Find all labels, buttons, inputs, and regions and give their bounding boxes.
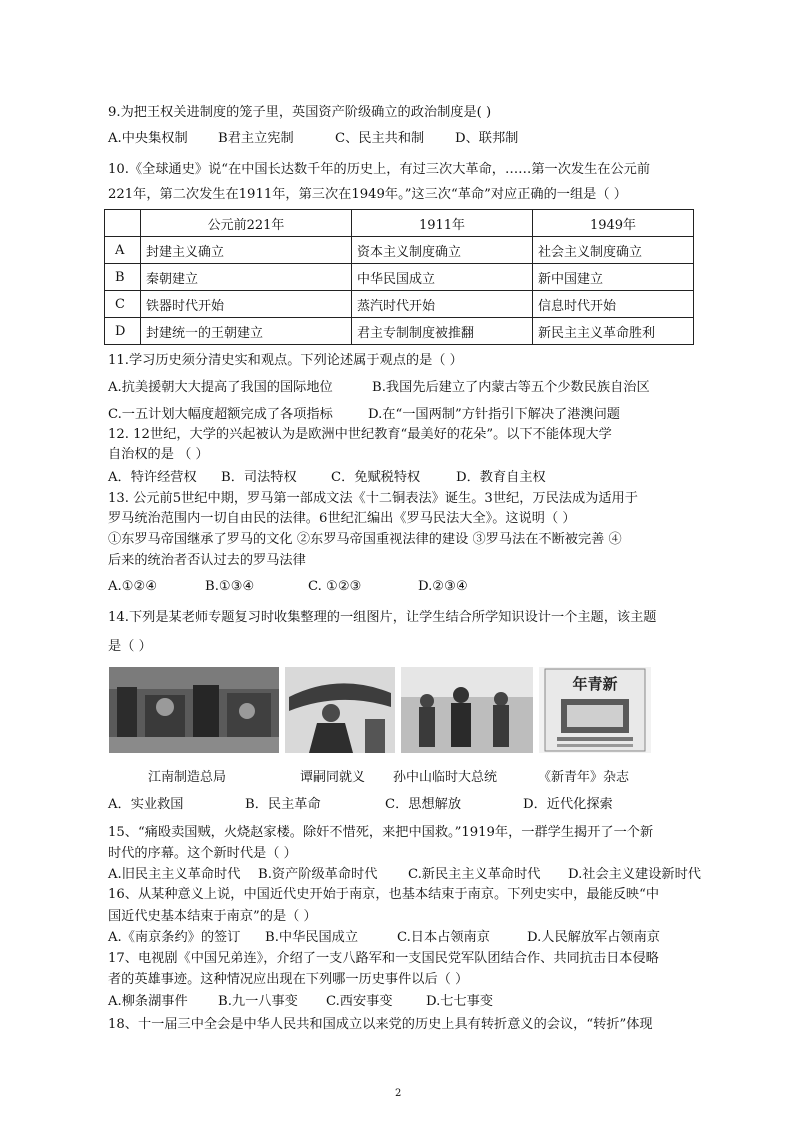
- table-cell: 铁器时代开始: [141, 291, 352, 318]
- q14-stem-line1: 14.下列是某老师专题复习时收集整理的一组图片，让学生结合所学知识设计一个主题，该主题: [108, 610, 657, 625]
- q14-option-b: B．民主革命: [245, 797, 321, 812]
- q12-option-a: A．特许经营权: [108, 470, 197, 485]
- q9-options: [108, 130, 518, 148]
- q14-option-a: A．实业救国: [108, 797, 184, 812]
- q9-option-d: D、联邦制: [455, 131, 519, 146]
- table-row: [105, 318, 694, 345]
- q13-stem-line2: 罗马统治范围内一切自由民的法律。6世纪汇编出《罗马民法大全》。这说明（ ）: [108, 511, 576, 526]
- q10-stem-line2: 221年，第二次发生在1911年，第三次在1949年。”这三次“革命”对应正确的一组是（ ）: [108, 187, 627, 202]
- table-cell: 社会主义制度确立: [533, 237, 694, 264]
- new-youth-magazine-photo: [539, 667, 651, 753]
- q17-option-b: B.九一八事变: [218, 994, 298, 1009]
- q15-stem-line1: 15、“痛殴卖国贼，火烧赵家楼。除奸不惜死，来把中国救。”1919年，一群学生揭开了一个新: [108, 825, 654, 840]
- q15-option-b: B.资产阶级革命时代: [258, 867, 378, 882]
- q15-option-a: A.旧民主主义革命时代: [108, 867, 241, 882]
- q15-option-d: D.社会主义建设新时代: [568, 867, 701, 882]
- table-cell: 君主专制制度被推翻: [352, 318, 533, 345]
- table-cell: C: [105, 291, 141, 318]
- q14-option-d: D．近代化探索: [523, 797, 613, 812]
- q12-stem-line2: 自治权的是 （ ）: [108, 447, 209, 462]
- q9-option-a: A.中央集权制: [108, 131, 188, 146]
- q13-option-d: D.②③④: [418, 579, 468, 594]
- q17-option-d: D.七七事变: [426, 994, 494, 1009]
- page-number: 2: [395, 1088, 402, 1099]
- q12-option-c: C．免赋税特权: [331, 470, 421, 485]
- q16-option-a: A.《南京条约》的签订: [108, 930, 241, 945]
- q17-stem-line1: 17、电视剧《中国兄弟连》，介绍了一支八路军和一支国民党军队团结合作、共同抗击日本侵略: [108, 951, 659, 966]
- q15-option-c: C.新民主主义革命时代: [408, 867, 541, 882]
- q17-option-a: A.柳条湖事件: [108, 994, 188, 1009]
- q11-stem: 11.学习历史须分清史实和观点。下列论述属于观点的是（ ）: [108, 353, 463, 368]
- table-row: [105, 264, 694, 291]
- table-cell: D: [105, 318, 141, 345]
- table-header-cell: 1911年: [352, 210, 533, 237]
- caption-sun-yatsen: 孙中山临时大总统: [393, 770, 498, 785]
- caption-jiangnan-arsenal: 江南制造总局: [148, 770, 227, 785]
- q15-stem-line2: 时代的序幕。这个新时代是（ ）: [108, 846, 297, 861]
- table-header-cell: 1949年: [533, 210, 694, 237]
- q11-options-row1: [108, 379, 650, 397]
- q17-option-c: C.西安事变: [326, 994, 393, 1009]
- q13-option-b: B.①③④: [205, 579, 255, 594]
- q11-options-row2: [108, 406, 620, 424]
- q14-option-c: C．思想解放: [385, 797, 462, 812]
- table-cell: 新中国建立: [533, 264, 694, 291]
- table-cell: 信息时代开始: [533, 291, 694, 318]
- q12-stem-line1: 12. 12世纪，大学的兴起被认为是欧洲中世纪教育“最美好的花朵”。以下不能体现大学: [108, 427, 612, 442]
- table-row: [105, 237, 694, 264]
- q13-stem-line3: ①东罗马帝国继承了罗马的文化 ②东罗马帝国重视法律的建设 ③罗马法在不断被完善 ④: [108, 532, 622, 547]
- q10-answer-table: [104, 209, 694, 345]
- q13-option-a: A.①②④: [108, 579, 158, 594]
- table-cell: 中华民国成立: [352, 264, 533, 291]
- q9-option-b: B君主立宪制: [218, 131, 294, 146]
- table-cell: 资本主义制度确立: [352, 237, 533, 264]
- tan-sitong-photo: [285, 667, 395, 753]
- q9-option-c: C、民主共和制: [335, 131, 425, 146]
- q16-stem-line2: 国近代史基本结束于南京”的是（ ）: [108, 909, 317, 924]
- caption-tan-sitong: 谭嗣同就义: [300, 770, 366, 785]
- q12-option-d: D．教育自主权: [456, 470, 546, 485]
- q13-options: [108, 578, 468, 596]
- q10-stem-line1: 10.《全球通史》说“在中国长达数千年的历史上，有过三次大革命，……第一次发生在公元前: [108, 162, 651, 177]
- q11-option-d: D.在“一国两制”方针指引下解决了港澳问题: [368, 407, 620, 422]
- q14-options: [108, 796, 613, 814]
- q13-option-c: C. ①②③: [308, 579, 362, 594]
- q11-option-c: C.一五计划大幅度超额完成了各项指标: [108, 407, 333, 422]
- q13-stem-line4: 后来的统治者否认过去的罗马法律: [108, 553, 306, 568]
- table-cell: 秦朝建立: [141, 264, 352, 291]
- q14-photo-strip: [109, 667, 651, 753]
- q17-options: [108, 993, 493, 1011]
- q17-stem-line2: 者的英雄事迹。这种情况应出现在下列哪一历史事件以后（ ）: [108, 972, 469, 987]
- table-cell: 蒸汽时代开始: [352, 291, 533, 318]
- q16-option-c: C.日本占领南京: [397, 930, 490, 945]
- table-header-cell: [105, 210, 141, 237]
- table-cell: 封建主义确立: [141, 237, 352, 264]
- table-header-cell: 公元前221年: [141, 210, 352, 237]
- q12-options: [108, 469, 546, 487]
- table-cell: 封建统一的王朝建立: [141, 318, 352, 345]
- q11-option-a: A.抗美援朝大大提高了我国的国际地位: [108, 380, 333, 395]
- q16-option-d: D.人民解放军占领南京: [527, 930, 660, 945]
- table-cell: 新民主主义革命胜利: [533, 318, 694, 345]
- table-cell: A: [105, 237, 141, 264]
- jiangnan-arsenal-photo: [109, 667, 279, 753]
- q9-stem: 9.为把王权关进制度的笼子里，英国资产阶级确立的政治制度是( ): [108, 105, 492, 120]
- table-header-row: [105, 210, 694, 237]
- q13-stem-line1: 13. 公元前5世纪中期，罗马第一部成文法《十二铜表法》诞生。3世纪，万民法成为适用于: [108, 491, 638, 506]
- q18-stem-line1: 18、十一届三中全会是中华人民共和国成立以来党的历史上具有转折意义的会议，“转折”体现: [108, 1017, 653, 1032]
- q14-stem-line2: 是（ ）: [108, 639, 152, 654]
- q16-stem-line1: 16、从某种意义上说，中国近代史开始于南京，也基本结束于南京。下列史实中，最能反映“中: [108, 887, 660, 902]
- q11-option-b: B.我国先后建立了内蒙古等五个少数民族自治区: [372, 380, 650, 395]
- q16-options: [108, 929, 660, 947]
- sun-yatsen-photo: [401, 667, 533, 753]
- magazine-cover-title: 年青新: [572, 675, 618, 693]
- table-row: [105, 291, 694, 318]
- q15-options: [108, 866, 701, 884]
- q16-option-b: B.中华民国成立: [265, 930, 359, 945]
- caption-new-youth: 《新青年》杂志: [538, 770, 630, 785]
- q12-option-b: B．司法特权: [221, 470, 297, 485]
- table-cell: B: [105, 264, 141, 291]
